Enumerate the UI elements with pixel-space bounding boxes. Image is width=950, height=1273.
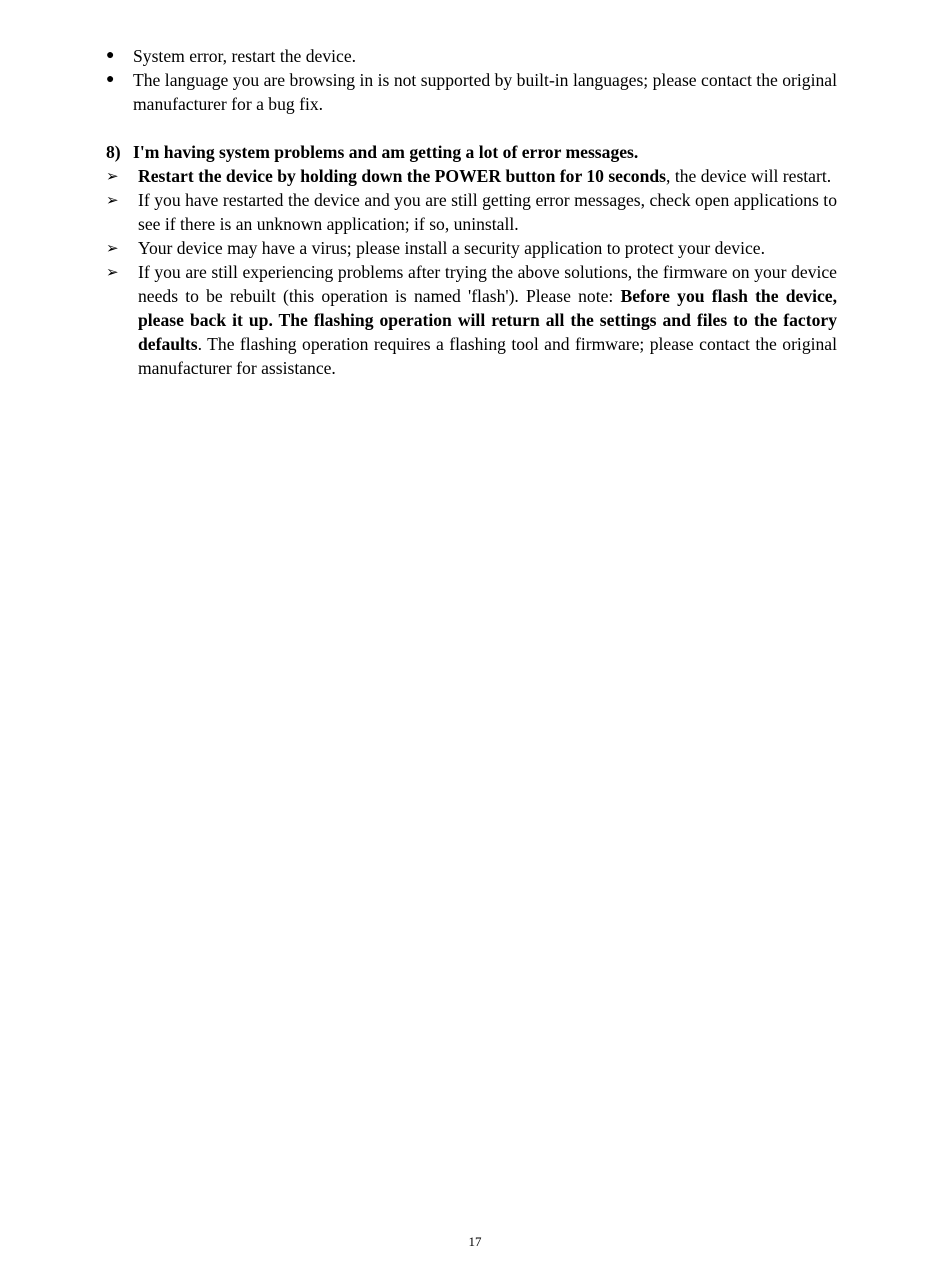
step-text: , the device will restart.: [666, 166, 832, 186]
list-item: [106, 236, 837, 260]
section-title: I'm having system problems and am getting a lot of error messages.: [133, 142, 639, 162]
page-content: [106, 44, 837, 380]
arrow-bullet-icon: ➢: [106, 239, 119, 257]
list-item-text: System error, restart the device.: [133, 46, 357, 66]
section-number: 8): [106, 142, 121, 162]
list-item-text: The language you are browsing in is not supported by built-in languages; please contact the original manufacturer for a bug fix.: [133, 70, 837, 114]
list-item: [106, 68, 837, 116]
step-text: If you are still experiencing problems after trying the above solutions, the firmware on your device needs to be rebuilt (this operation is named 'flash'). Please note:: [138, 262, 837, 306]
step-text: Your device may have a virus; please install a security application to protect your device.: [138, 238, 765, 258]
list-item: [106, 188, 837, 236]
list-item: [106, 260, 837, 380]
list-item: [106, 164, 837, 188]
step-bold-text: Restart the device by holding down the POWER button for 10 seconds: [138, 166, 667, 186]
arrow-bullet-icon: ➢: [106, 191, 119, 209]
bullet-list: [106, 44, 837, 116]
bullet-icon: ●: [106, 72, 115, 87]
bullet-icon: ●: [106, 48, 115, 63]
page-number: 17: [468, 1234, 482, 1249]
arrow-bullet-icon: ➢: [106, 167, 119, 185]
arrow-bullet-icon: ➢: [106, 263, 119, 281]
step-text: . The flashing operation requires a flashing tool and firmware; please contact the original manufacturer for assistance.: [138, 334, 837, 378]
step-bold-text: Before you flash the device, please back it up. The flashing operation will return all the settings and files to the factory defaults: [138, 286, 837, 354]
step-text: If you have restarted the device and you are still getting error messages, check open applications to see if there is an unknown application; if so, uninstall.: [138, 190, 837, 234]
troubleshooting-steps: [106, 164, 837, 380]
section-heading: [106, 140, 837, 164]
list-item: [106, 44, 837, 68]
